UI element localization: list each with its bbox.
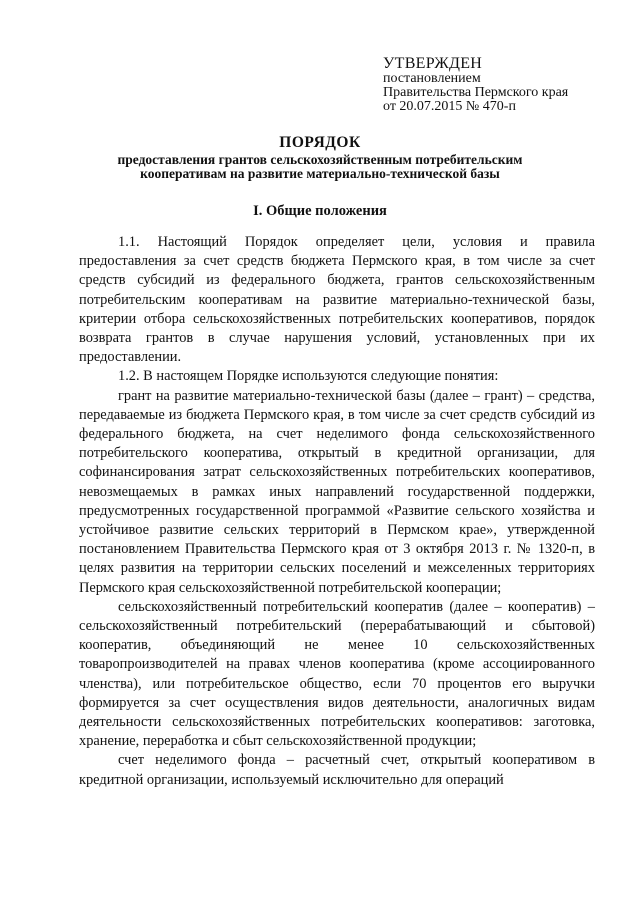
document-subtitle: предоставления грантов сельскохозяйственным потребительским кооперативам на развитие материально-технической базы — [117, 152, 523, 181]
approved-line-1: постановлением — [383, 71, 481, 86]
approved-title: УТВЕРЖДЕН — [383, 55, 483, 72]
section-heading: I. Общие положения — [253, 203, 387, 219]
paragraph: 1.2. В настоящем Порядке используются следующие понятия: — [118, 368, 499, 385]
document-title: ПОРЯДОК — [279, 134, 361, 151]
document-body — [79, 233, 595, 790]
approved-line-2: Правительства Пермского края — [383, 85, 569, 100]
paragraph: грант на развитие материально-технической базы (далее – грант) – средства, передаваемые из бюджета Пермского края, в том числе за счет средств субсидий из федерального бюджета, на счет неделимого фонда сельскохозяйственного потребительского кооператива, открытый в кредитной организации, для софинансирования затрат сельскохозяйственных потребительских кооперативов, невозмещаемых в рамках иных направлений государственной поддержки, предусмотренных государственной программой «Развитие сельского хозяйства и устойчивое развитие сельских территорий в Пермском крае», утвержденной постановлением Правительства Пермского края от 3 октября 2013 г. № 1320-п, в целях развития на территории сельских поселений и межселенных территориях Пермского края сельскохозяйственной потребительской кооперации; — [79, 387, 595, 596]
paragraph: сельскохозяйственный потребительский кооператив (далее – кооператив) – сельскохозяйственный потребительский (перерабатывающий и сбытовой) кооператив, объединяющий не менее 10 сельскохозяйственных товаропроизводителей на правах членов кооператива (кроме ассоциированного членства), или потребительское общество, если 70 процентов его выручки формируется за счет осуществления видов деятельности, аналогичных видам деятельности сельскохозяйственных потребительских кооперативов: заготовка, хранение, переработка и сбыт сельскохозяйственной продукции; — [79, 598, 595, 750]
approval-stamp — [383, 57, 568, 114]
approved-line-3: от 20.07.2015 № 470-п — [383, 99, 516, 114]
paragraph: счет неделимого фонда – расчетный счет, открытый кооперативом в кредитной организации, используемый исключительно для операций — [79, 752, 595, 788]
paragraph: 1.1. Настоящий Порядок определяет цели, условия и правила предоставления за счет средств бюджета Пермского края, в том числе за счет средств субсидий из федерального бюджета, грантов сельскохозяйственным потребительским кооперативам на развитие материально-технической базы, критерии отбора сельскохозяйственных потребительских кооперативов, порядок возврата грантов в случае нарушения условий, установленных при их предоставлении. — [79, 234, 595, 366]
